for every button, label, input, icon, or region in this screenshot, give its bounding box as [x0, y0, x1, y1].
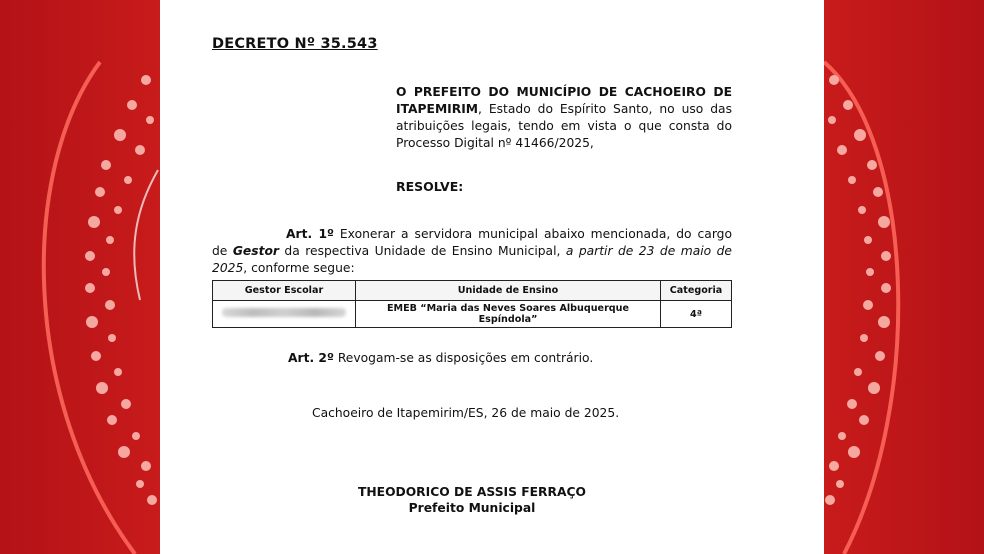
redacted-name [222, 308, 346, 317]
article-2-text: Revogam-se as disposições em contrário. [333, 351, 594, 365]
article-1-text-end: , conforme segue: [243, 261, 355, 275]
cell-gestor-redacted [213, 301, 356, 328]
decree-document [160, 0, 824, 554]
article-2 [288, 351, 593, 365]
background-left-panel [0, 0, 160, 554]
resolve-heading: RESOLVE: [396, 179, 464, 194]
article-1 [212, 226, 732, 277]
cell-unidade: EMEB “Maria das Neves Soares Albuquerque Espíndola” [356, 301, 661, 328]
background-right-panel [824, 0, 984, 554]
article-1-role: Gestor [232, 244, 279, 258]
article-1-text-cont: da respectiva Unidade de Ensino Municipal, [278, 244, 566, 258]
preamble-text: , Estado do Espírito Santo, no uso das atribuições legais, tendo em vista o que consta do Processo Digital nº 41466/2025, [396, 102, 732, 150]
decorative-circles-right [824, 0, 984, 554]
preamble [396, 84, 732, 152]
school-manager-table [212, 280, 732, 328]
header-unidade-de-ensino: Unidade de Ensino [356, 281, 661, 301]
header-gestor-escolar: Gestor Escolar [213, 281, 356, 301]
signatory-name: THEODORICO DE ASSIS FERRAÇO [357, 485, 586, 499]
table-row [213, 301, 732, 328]
decorative-circles-left [0, 0, 160, 554]
article-1-label: Art. 1º [286, 227, 334, 241]
article-1-text: Exonerar a servidora municipal abaixo mencionada, do cargo de [212, 227, 732, 258]
signatory-role: Prefeito Municipal [408, 501, 536, 515]
place-and-date: Cachoeiro de Itapemirim/ES, 26 de maio de 2025. [312, 406, 620, 420]
preamble-authority: O PREFEITO DO MUNICÍPIO DE CACHOEIRO DE ITAPEMIRIM [396, 85, 732, 116]
header-categoria: Categoria [661, 281, 732, 301]
article-2-label: Art. 2º [288, 351, 334, 365]
signature-block [320, 484, 624, 516]
decree-title: DECRETO Nº 35.543 [212, 36, 378, 52]
cell-categoria: 4ª [661, 301, 732, 328]
article-1-date: a partir de 23 de maio de 2025 [212, 244, 732, 275]
